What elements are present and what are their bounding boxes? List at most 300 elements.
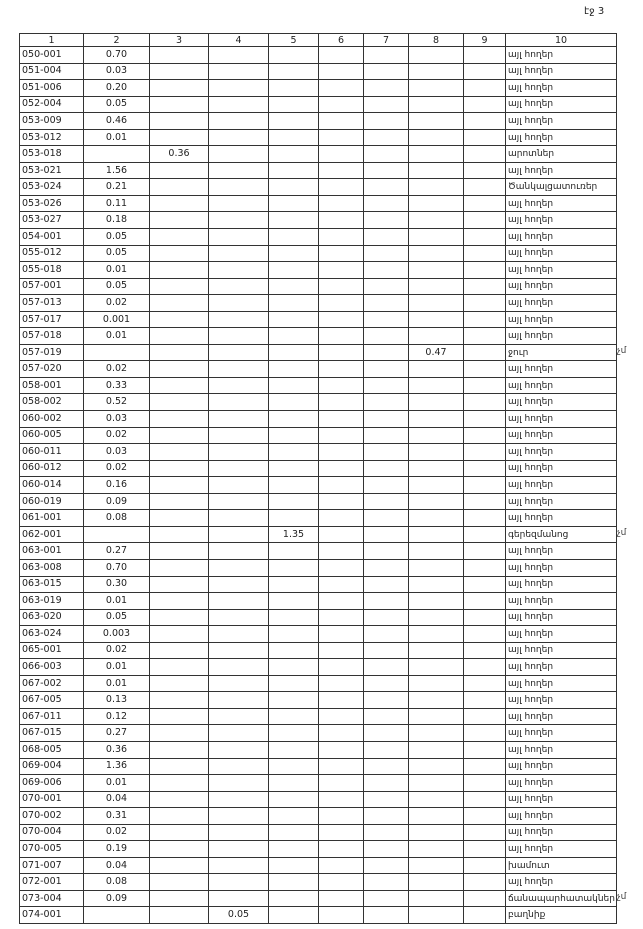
area-cell-col8 — [409, 659, 464, 676]
table-row — [20, 328, 617, 345]
parcel-code-cell: 074-001 — [20, 907, 84, 924]
land-use-cell: այլ հողեր — [506, 460, 617, 477]
area-cell-col7 — [364, 47, 409, 64]
area-cell-col7 — [364, 477, 409, 494]
area-cell-col5 — [269, 460, 319, 477]
area-cell-col9 — [464, 626, 506, 643]
area-cell-col7 — [364, 460, 409, 477]
area-cell-col4 — [209, 626, 269, 643]
area-cell-col8 — [409, 328, 464, 345]
table-row — [20, 96, 617, 113]
land-use-cell: այլ հողեր — [506, 841, 617, 858]
area-cell-col3 — [150, 559, 209, 576]
area-cell-col4 — [209, 841, 269, 858]
area-cell-col2: 0.13 — [84, 692, 150, 709]
area-cell-col6 — [319, 808, 364, 825]
area-cell-col5 — [269, 808, 319, 825]
area-cell-col8 — [409, 543, 464, 560]
table-row — [20, 129, 617, 146]
land-use-cell: այլ հողեր — [506, 113, 617, 130]
area-cell-col2: 0.19 — [84, 841, 150, 858]
table-row — [20, 576, 617, 593]
area-cell-col3 — [150, 741, 209, 758]
column-header-6: 6 — [319, 34, 364, 47]
land-use-cell: այլ հողեր — [506, 394, 617, 411]
area-cell-col7 — [364, 526, 409, 543]
area-cell-col8 — [409, 874, 464, 891]
area-cell-col5 — [269, 758, 319, 775]
parcel-code-cell: 065-001 — [20, 642, 84, 659]
parcel-code-cell: 067-011 — [20, 708, 84, 725]
land-use-cell: այլ հողեր — [506, 63, 617, 80]
area-cell-col7 — [364, 96, 409, 113]
area-cell-col8 — [409, 311, 464, 328]
area-cell-col8: 0.47 — [409, 344, 464, 361]
area-cell-col4 — [209, 195, 269, 212]
area-cell-col4 — [209, 559, 269, 576]
area-cell-col6 — [319, 278, 364, 295]
parcel-code-cell: 069-004 — [20, 758, 84, 775]
area-cell-col9 — [464, 63, 506, 80]
area-cell-col7 — [364, 708, 409, 725]
area-cell-col6 — [319, 593, 364, 610]
area-cell-col9 — [464, 394, 506, 411]
table-row — [20, 146, 617, 163]
area-cell-col5 — [269, 692, 319, 709]
parcel-code-cell: 063-008 — [20, 559, 84, 576]
area-cell-col8 — [409, 526, 464, 543]
table-row — [20, 229, 617, 246]
area-cell-col5 — [269, 328, 319, 345]
area-cell-col6 — [319, 328, 364, 345]
area-cell-col8 — [409, 195, 464, 212]
table-row — [20, 411, 617, 428]
area-cell-col9 — [464, 195, 506, 212]
table-row — [20, 262, 617, 279]
area-cell-col2: 0.20 — [84, 80, 150, 97]
area-cell-col5 — [269, 47, 319, 64]
area-cell-col8 — [409, 262, 464, 279]
area-cell-col6 — [319, 377, 364, 394]
table-row — [20, 725, 617, 742]
area-cell-col2: 0.03 — [84, 411, 150, 428]
area-cell-col3 — [150, 775, 209, 792]
area-cell-col6 — [319, 195, 364, 212]
area-cell-col8 — [409, 444, 464, 461]
area-cell-col2: 0.70 — [84, 559, 150, 576]
area-cell-col7 — [364, 758, 409, 775]
table-row — [20, 559, 617, 576]
area-cell-col2: 0.52 — [84, 394, 150, 411]
area-cell-col8 — [409, 377, 464, 394]
header-row — [20, 34, 617, 47]
table-row — [20, 179, 617, 196]
area-cell-col4 — [209, 874, 269, 891]
area-cell-col9 — [464, 47, 506, 64]
area-cell-col4 — [209, 741, 269, 758]
table-row — [20, 824, 617, 841]
land-use-cell: այլ հողեր — [506, 808, 617, 825]
area-cell-col7 — [364, 576, 409, 593]
area-cell-col6 — [319, 841, 364, 858]
area-cell-col5 — [269, 626, 319, 643]
area-cell-col9 — [464, 824, 506, 841]
area-cell-col3 — [150, 361, 209, 378]
land-use-cell: այլ հողեր — [506, 609, 617, 626]
area-cell-col2: 0.05 — [84, 245, 150, 262]
area-cell-col3 — [150, 212, 209, 229]
area-cell-col2: 0.02 — [84, 361, 150, 378]
area-cell-col8 — [409, 775, 464, 792]
area-cell-col3 — [150, 824, 209, 841]
area-cell-col9 — [464, 113, 506, 130]
area-cell-col8 — [409, 394, 464, 411]
column-header-2: 2 — [84, 34, 150, 47]
area-cell-col2: 0.31 — [84, 808, 150, 825]
land-use-cell: այլ հողեր — [506, 427, 617, 444]
table-row — [20, 907, 617, 924]
table-row — [20, 162, 617, 179]
parcel-code-cell: 057-013 — [20, 295, 84, 312]
area-cell-col7 — [364, 675, 409, 692]
area-cell-col2: 0.27 — [84, 543, 150, 560]
area-cell-col2: 0.05 — [84, 229, 150, 246]
area-cell-col7 — [364, 278, 409, 295]
area-cell-col2 — [84, 344, 150, 361]
area-cell-col8 — [409, 824, 464, 841]
area-cell-col2: 0.003 — [84, 626, 150, 643]
area-cell-col7 — [364, 262, 409, 279]
area-cell-col2: 0.08 — [84, 874, 150, 891]
area-cell-col6 — [319, 791, 364, 808]
land-use-cell: այլ հողեր — [506, 791, 617, 808]
area-cell-col8 — [409, 278, 464, 295]
area-cell-col4 — [209, 361, 269, 378]
parcel-code-cell: 051-004 — [20, 63, 84, 80]
land-use-cell: այլ հողեր — [506, 295, 617, 312]
area-cell-col7 — [364, 543, 409, 560]
area-cell-col8 — [409, 725, 464, 742]
parcel-code-cell: 052-004 — [20, 96, 84, 113]
area-cell-col7 — [364, 642, 409, 659]
area-cell-col9 — [464, 758, 506, 775]
land-use-cell: բաղնիք — [506, 907, 617, 924]
land-use-cell: այլ հողեր — [506, 47, 617, 64]
land-use-cell: այլ հողեր — [506, 758, 617, 775]
area-cell-col5 — [269, 113, 319, 130]
area-cell-col4 — [209, 63, 269, 80]
column-header-3: 3 — [150, 34, 209, 47]
table-row — [20, 444, 617, 461]
area-cell-col7 — [364, 493, 409, 510]
area-cell-col4: 0.05 — [209, 907, 269, 924]
area-cell-col4 — [209, 642, 269, 659]
area-cell-col9 — [464, 361, 506, 378]
area-cell-col4 — [209, 377, 269, 394]
area-cell-col5 — [269, 377, 319, 394]
land-use-cell: այլ հողեր — [506, 659, 617, 676]
area-cell-col9 — [464, 96, 506, 113]
table-row — [20, 609, 617, 626]
area-cell-col2: 0.02 — [84, 460, 150, 477]
area-cell-col6 — [319, 63, 364, 80]
area-cell-col9 — [464, 129, 506, 146]
area-cell-col4 — [209, 47, 269, 64]
area-cell-col9 — [464, 229, 506, 246]
area-cell-col9 — [464, 659, 506, 676]
table-row — [20, 195, 617, 212]
parcel-code-cell: 057-019 — [20, 344, 84, 361]
table-row — [20, 675, 617, 692]
area-cell-col8 — [409, 609, 464, 626]
area-cell-col2 — [84, 526, 150, 543]
area-cell-col3 — [150, 262, 209, 279]
area-cell-col6 — [319, 692, 364, 709]
land-use-cell: այլ հողեր — [506, 195, 617, 212]
area-cell-col6 — [319, 626, 364, 643]
area-cell-col9 — [464, 162, 506, 179]
parcel-code-cell: 063-020 — [20, 609, 84, 626]
area-cell-col9 — [464, 857, 506, 874]
area-cell-col3 — [150, 477, 209, 494]
area-cell-col2: 0.04 — [84, 791, 150, 808]
area-cell-col4 — [209, 692, 269, 709]
area-cell-col8 — [409, 477, 464, 494]
area-cell-col5 — [269, 559, 319, 576]
area-cell-col5 — [269, 675, 319, 692]
area-cell-col5 — [269, 907, 319, 924]
area-cell-col4 — [209, 477, 269, 494]
area-cell-col9 — [464, 791, 506, 808]
area-cell-col7 — [364, 344, 409, 361]
area-cell-col3 — [150, 47, 209, 64]
parcel-code-cell: 060-019 — [20, 493, 84, 510]
area-cell-col9 — [464, 295, 506, 312]
area-cell-col2: 0.02 — [84, 427, 150, 444]
area-cell-col4 — [209, 708, 269, 725]
area-cell-col4 — [209, 791, 269, 808]
land-use-cell: այլ հողեր — [506, 278, 617, 295]
area-cell-col5 — [269, 361, 319, 378]
area-cell-col4 — [209, 80, 269, 97]
area-cell-col6 — [319, 394, 364, 411]
parcel-code-cell: 060-011 — [20, 444, 84, 461]
area-cell-col2: 1.36 — [84, 758, 150, 775]
area-cell-col3 — [150, 328, 209, 345]
area-cell-col5 — [269, 477, 319, 494]
area-cell-col8 — [409, 791, 464, 808]
area-cell-col5 — [269, 411, 319, 428]
area-cell-col3 — [150, 460, 209, 477]
area-cell-col6 — [319, 361, 364, 378]
area-cell-col3 — [150, 394, 209, 411]
land-use-cell: այլ հողեր — [506, 675, 617, 692]
area-cell-col4 — [209, 675, 269, 692]
area-cell-col2: 0.02 — [84, 295, 150, 312]
area-cell-col4 — [209, 179, 269, 196]
area-cell-col9 — [464, 775, 506, 792]
parcel-code-cell: 053-027 — [20, 212, 84, 229]
area-cell-col6 — [319, 344, 364, 361]
land-use-cell: այլ հողեր — [506, 559, 617, 576]
area-cell-col7 — [364, 212, 409, 229]
area-cell-col9 — [464, 559, 506, 576]
land-use-cell: այլ հողեր — [506, 725, 617, 742]
column-header-10: 10 — [506, 34, 617, 47]
area-cell-col8 — [409, 741, 464, 758]
parcel-code-cell: 057-018 — [20, 328, 84, 345]
parcel-code-cell: 053-024 — [20, 179, 84, 196]
area-cell-col9 — [464, 725, 506, 742]
area-cell-col8 — [409, 129, 464, 146]
land-use-cell: այլ հողեր — [506, 874, 617, 891]
area-cell-col8 — [409, 47, 464, 64]
table-row — [20, 427, 617, 444]
area-cell-col4 — [209, 725, 269, 742]
area-cell-col8 — [409, 675, 464, 692]
area-cell-col7 — [364, 890, 409, 907]
area-cell-col2 — [84, 146, 150, 163]
parcel-code-cell: 053-009 — [20, 113, 84, 130]
area-cell-col3 — [150, 526, 209, 543]
table-row — [20, 659, 617, 676]
area-cell-col7 — [364, 245, 409, 262]
land-use-cell: այլ հողեր — [506, 493, 617, 510]
area-cell-col7 — [364, 444, 409, 461]
area-cell-col7 — [364, 295, 409, 312]
table-row — [20, 311, 617, 328]
area-cell-col6 — [319, 295, 364, 312]
area-cell-col9 — [464, 262, 506, 279]
table-row — [20, 460, 617, 477]
area-cell-col7 — [364, 179, 409, 196]
area-cell-col6 — [319, 262, 364, 279]
area-cell-col5 — [269, 278, 319, 295]
area-cell-col8 — [409, 460, 464, 477]
parcel-code-cell: 060-012 — [20, 460, 84, 477]
area-cell-col8 — [409, 245, 464, 262]
parcel-code-cell: 053-012 — [20, 129, 84, 146]
margin-note: չմ — [617, 892, 627, 903]
area-cell-col4 — [209, 493, 269, 510]
table-row — [20, 493, 617, 510]
parcel-code-cell: 053-026 — [20, 195, 84, 212]
area-cell-col8 — [409, 576, 464, 593]
area-cell-col5 — [269, 245, 319, 262]
area-cell-col7 — [364, 874, 409, 891]
area-cell-col6 — [319, 493, 364, 510]
table-row — [20, 526, 617, 543]
area-cell-col6 — [319, 543, 364, 560]
area-cell-col5 — [269, 394, 319, 411]
area-cell-col2: 0.01 — [84, 262, 150, 279]
area-cell-col9 — [464, 907, 506, 924]
area-cell-col8 — [409, 808, 464, 825]
land-use-cell: արոտներ — [506, 146, 617, 163]
area-cell-col2: 0.08 — [84, 510, 150, 527]
area-cell-col2: 0.12 — [84, 708, 150, 725]
parcel-code-cell: 057-001 — [20, 278, 84, 295]
margin-note: չմ — [617, 346, 627, 357]
table-row — [20, 361, 617, 378]
table-row — [20, 841, 617, 858]
area-cell-col2: 0.02 — [84, 642, 150, 659]
area-cell-col9 — [464, 460, 506, 477]
area-cell-col5 — [269, 311, 319, 328]
parcel-code-cell: 063-001 — [20, 543, 84, 560]
area-cell-col5 — [269, 146, 319, 163]
area-cell-col2: 1.56 — [84, 162, 150, 179]
column-header-5: 5 — [269, 34, 319, 47]
area-cell-col5 — [269, 295, 319, 312]
land-use-cell: այլ հողեր — [506, 212, 617, 229]
parcel-code-cell: 054-001 — [20, 229, 84, 246]
area-cell-col2: 0.01 — [84, 328, 150, 345]
area-cell-col7 — [364, 427, 409, 444]
area-cell-col5: 1.35 — [269, 526, 319, 543]
area-cell-col6 — [319, 526, 364, 543]
land-use-cell: այլ հողեր — [506, 444, 617, 461]
area-cell-col8 — [409, 162, 464, 179]
land-register-table — [19, 33, 617, 924]
area-cell-col7 — [364, 394, 409, 411]
area-cell-col6 — [319, 229, 364, 246]
area-cell-col9 — [464, 642, 506, 659]
table-row — [20, 47, 617, 64]
area-cell-col3 — [150, 791, 209, 808]
area-cell-col3 — [150, 195, 209, 212]
area-cell-col7 — [364, 129, 409, 146]
parcel-code-cell: 060-005 — [20, 427, 84, 444]
area-cell-col8 — [409, 96, 464, 113]
area-cell-col2: 0.09 — [84, 493, 150, 510]
area-cell-col7 — [364, 741, 409, 758]
table-row — [20, 791, 617, 808]
area-cell-col4 — [209, 245, 269, 262]
area-cell-col2: 0.27 — [84, 725, 150, 742]
table-row — [20, 212, 617, 229]
area-cell-col6 — [319, 890, 364, 907]
area-cell-col7 — [364, 791, 409, 808]
area-cell-col4 — [209, 212, 269, 229]
area-cell-col9 — [464, 808, 506, 825]
area-cell-col7 — [364, 195, 409, 212]
area-cell-col5 — [269, 841, 319, 858]
area-cell-col5 — [269, 874, 319, 891]
table-row — [20, 278, 617, 295]
area-cell-col5 — [269, 543, 319, 560]
area-cell-col3 — [150, 758, 209, 775]
parcel-code-cell: 057-017 — [20, 311, 84, 328]
area-cell-col4 — [209, 775, 269, 792]
area-cell-col6 — [319, 245, 364, 262]
area-cell-col4 — [209, 96, 269, 113]
table-row — [20, 80, 617, 97]
area-cell-col9 — [464, 477, 506, 494]
area-cell-col8 — [409, 841, 464, 858]
area-cell-col2: 0.70 — [84, 47, 150, 64]
area-cell-col5 — [269, 96, 319, 113]
area-cell-col2: 0.33 — [84, 377, 150, 394]
area-cell-col6 — [319, 857, 364, 874]
land-use-cell: այլ հողեր — [506, 543, 617, 560]
parcel-code-cell: 051-006 — [20, 80, 84, 97]
area-cell-col8 — [409, 907, 464, 924]
area-cell-col3 — [150, 692, 209, 709]
area-cell-col7 — [364, 824, 409, 841]
area-cell-col7 — [364, 857, 409, 874]
area-cell-col4 — [209, 460, 269, 477]
